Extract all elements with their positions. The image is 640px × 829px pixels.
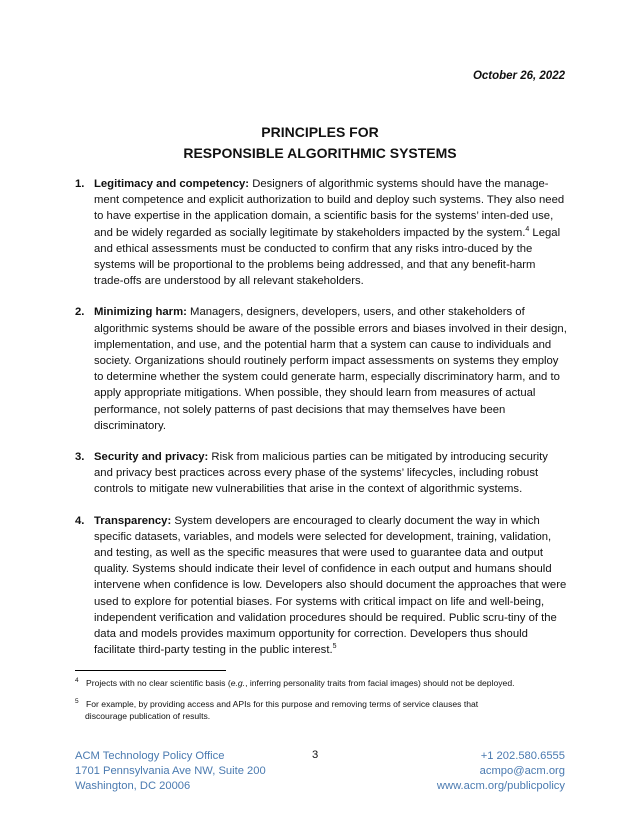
document-date: October 26, 2022 <box>472 70 565 82</box>
principle-text: System developers are encouraged to clearly document the way in which specific datasets, variables, and models were selected for development, training, validation, and testing, as well as the specific measures that were used to guarantee data and output quality. Systems should indicate their level of confidence in each output and humans should intervene when confidence is low. Developers also should document the approaches that were used to explore for potential biases. For systems with critical impact on life and well-being, independent verification and validation procedures should be required. Public scru-tiny of the data and models provides maximum opportunity for correction. Developers thus should facilitate third-party testing in the public interest. <box>94 514 567 657</box>
footer-city: Washington, DC 20006 <box>75 780 191 792</box>
footer-address <box>75 749 266 794</box>
footnote-divider <box>75 670 226 671</box>
principle-text-cont: Legal and ethical assessments must be conducted to confirm that any risks intro-duced by the systems will be proportional to the problems being addressed, and that any benefit-harm trade-offs are understood by all relevant stakeholders. <box>94 226 561 288</box>
principle-text: Managers, designers, developers, users, and other stakeholders of algorithmic systems should be aware of the possible errors and biases involved in their design, implementation, and use, and the potential harm that a system can cause to individuals and society. Organizations should routinely perform impact assessments on systems they employ to determine whether the system could generate harm, especially discriminatory harm, and to apply appropriate mitigations. When possible, they should learn from measures of actual performance, not solely patterns of past decisions that may themselves have been discriminatory. <box>94 306 567 432</box>
principle-number: 4. <box>75 514 85 527</box>
principle-heading: Security and privacy: <box>94 451 209 464</box>
footer-office: ACM Technology Policy Office <box>75 750 225 762</box>
footnote-text-cont: discourage publication of results. <box>85 711 211 721</box>
footer-contact <box>437 749 565 794</box>
footer-email-link[interactable]: acmpo@acm.org <box>479 765 565 777</box>
footer-website-link[interactable]: www.acm.org/publicpolicy <box>436 780 565 792</box>
principle-heading: Transparency: <box>94 514 172 527</box>
principle-heading: Minimizing harm: <box>94 306 187 319</box>
principle-minimizing-harm <box>75 304 567 434</box>
footnote-5 <box>75 698 570 722</box>
footnote-ref[interactable]: 5 <box>332 643 337 651</box>
principle-legitimacy <box>75 176 567 289</box>
footnote-italic: e.g. <box>230 678 246 688</box>
principle-number: 2. <box>75 306 85 319</box>
principle-text: Designers of algorithmic systems should have the manage-ment competence and explicit authorization to build and deploy such systems. They also need to have expertise in the application domain, a scientific basis for the systems’ inten-ded use, and be widely regarded as socially legitimate by stakeholders impacted by the system. <box>94 178 565 239</box>
footnote-4 <box>75 677 570 689</box>
principle-heading: Legitimacy and competency: <box>94 178 250 190</box>
principle-transparency <box>75 513 567 659</box>
footnote-marker: 5 <box>75 698 79 706</box>
footnote-ref[interactable]: 4 <box>525 225 530 233</box>
title-line-2: RESPONSIBLE ALGORITHMIC SYSTEMS <box>183 145 457 161</box>
footnote-text: Projects with no clear scientific basis ( <box>86 678 231 688</box>
principle-number: 1. <box>75 178 85 190</box>
title-line-1: PRINCIPLES FOR <box>261 124 379 140</box>
page-number: 3 <box>312 749 319 761</box>
footnote-marker: 4 <box>75 677 79 685</box>
principle-text: Risk from malicious parties can be mitigated by introducing security and privacy best practices across every phase of the systems’ lifecycles, including robust controls to mitigate new vulnerabilities that arise in the context of algorithmic systems. <box>94 451 548 496</box>
footer-phone[interactable]: +1 202.580.6555 <box>480 750 565 762</box>
principle-security-privacy <box>75 449 567 498</box>
footer-street: 1701 Pennsylvania Ave NW, Suite 200 <box>75 765 266 777</box>
footnote-text-cont: , inferring personality traits from facial images) should not be deployed. <box>245 678 515 688</box>
page-title <box>0 122 640 164</box>
principles-list <box>75 176 567 673</box>
footnote-text: For example, by providing access and APIs for this purpose and removing terms of service clauses that <box>86 699 479 709</box>
principle-number: 3. <box>75 451 85 464</box>
